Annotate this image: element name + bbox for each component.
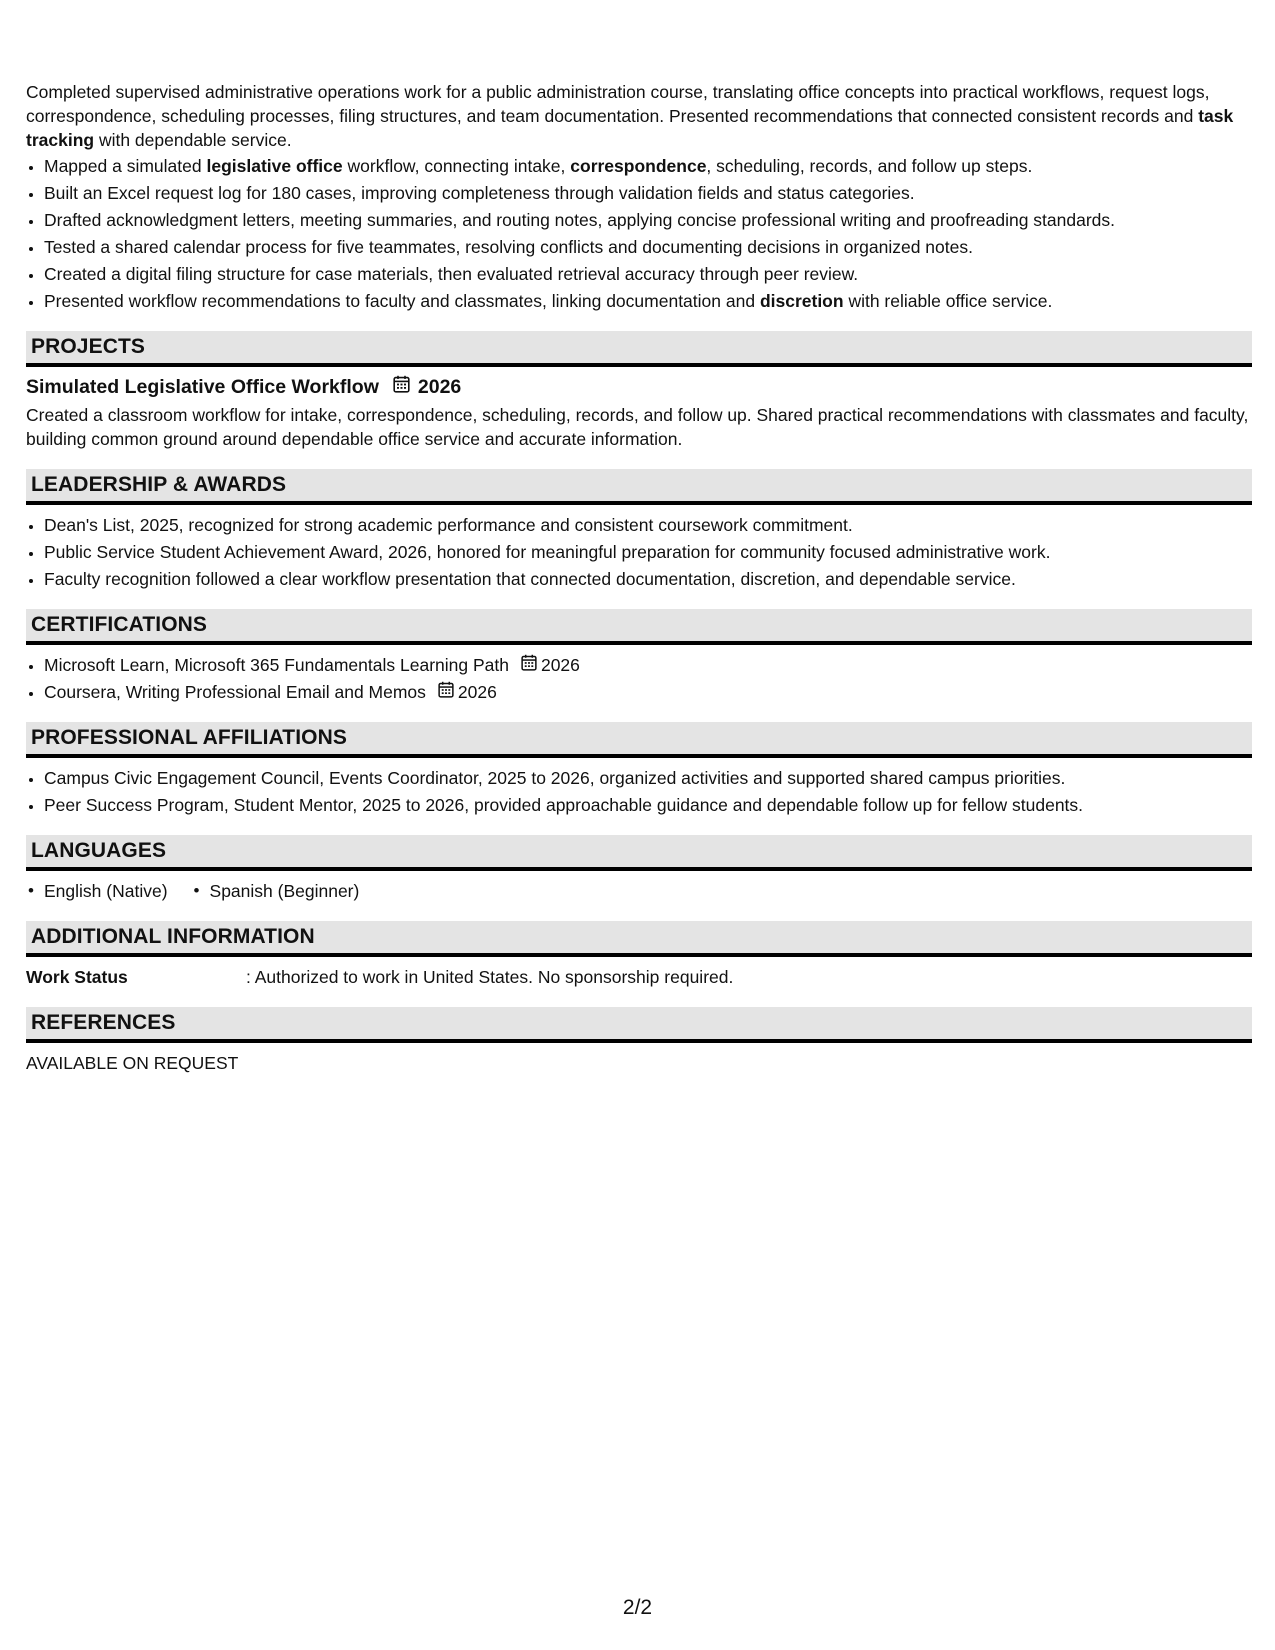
- summary-text-end: with dependable service.: [94, 130, 292, 150]
- project-title: Simulated Legislative Office Workflow: [26, 375, 379, 398]
- project-year: 2026: [417, 375, 462, 398]
- certification-year: 2026: [540, 655, 580, 675]
- language-item: • Spanish (Beginner): [192, 879, 360, 903]
- certification-year: 2026: [457, 682, 497, 702]
- project-description: Created a classroom workflow for intake, correspondence, scheduling, records, and follow up. Shared practical recommendations with classmates and faculty, building common ground around dependable office service and accurate information.: [26, 405, 1249, 449]
- list-item: • Mapped a simulated legislative office workflow, connecting intake, correspondence, scheduling, records, and follow up steps.: [44, 154, 1252, 178]
- affiliations-list: [26, 766, 1252, 817]
- leadership-list: [26, 513, 1252, 591]
- keyword: legislative office: [206, 156, 343, 176]
- list-item: • Built an Excel request log for 180 cases, improving completeness through validation fields and status categories.: [44, 181, 1252, 205]
- list-item: • Public Service Student Achievement Award, 2026, honored for meaningful preparation for community focused administrative work.: [44, 540, 1252, 564]
- section-header-references: REFERENCES: [26, 1007, 1252, 1043]
- list-item: • Created a digital filing structure for case materials, then evaluated retrieval accuracy through peer review.: [44, 262, 1252, 286]
- section-header-affiliations: PROFESSIONAL AFFILIATIONS: [26, 722, 1252, 758]
- section-header-additional-info: ADDITIONAL INFORMATION: [26, 921, 1252, 957]
- list-item: [44, 653, 1252, 677]
- page-number: 2/2: [622, 1596, 653, 1619]
- project-title-row: [26, 375, 1252, 399]
- list-item: • Tested a shared calendar process for five teammates, resolving conflicts and documenting decisions in organized notes.: [44, 235, 1252, 259]
- experience-summary: [26, 80, 1252, 152]
- list-item: • Campus Civic Engagement Council, Events Coordinator, 2025 to 2026, organized activities and supported shared campus priorities.: [44, 766, 1252, 790]
- certification-name: • Coursera, Writing Professional Email and Memos: [44, 682, 426, 702]
- work-status-row: [26, 965, 1252, 989]
- calendar-icon: [521, 653, 537, 677]
- list-item: • Presented workflow recommendations to faculty and classmates, linking documentation and discretion with reliable office service.: [44, 289, 1252, 313]
- resume-page: [26, 80, 1252, 1075]
- section-header-languages: LANGUAGES: [26, 835, 1252, 871]
- summary-text: Completed supervised administrative operations work for a public administration course, translating office concepts into practical workflows, request logs, correspondence, scheduling processes, filing structures, and team documentation. Presented recommendations that connected consistent records and: [26, 82, 1210, 126]
- keyword: correspondence: [570, 156, 707, 176]
- calendar-icon: [393, 375, 410, 399]
- experience-bullets: [26, 154, 1252, 313]
- section-header-certifications: CERTIFICATIONS: [26, 609, 1252, 645]
- keyword: discretion: [759, 291, 844, 311]
- work-status-label: Work Status: [26, 967, 128, 987]
- list-item: • Dean's List, 2025, recognized for strong academic performance and consistent coursework commitment.: [44, 513, 1252, 537]
- list-item: • Faculty recognition followed a clear workflow presentation that connected documentation, discretion, and dependable service.: [44, 567, 1252, 591]
- languages-list: [26, 879, 1252, 903]
- certifications-list: [26, 653, 1252, 704]
- list-item: • Peer Success Program, Student Mentor, 2025 to 2026, provided approachable guidance and dependable follow up for fellow students.: [44, 793, 1252, 817]
- certification-name: • Microsoft Learn, Microsoft 365 Fundamentals Learning Path: [44, 655, 509, 675]
- section-header-projects: PROJECTS: [26, 331, 1252, 367]
- calendar-icon: [438, 680, 454, 704]
- summary-keyword: task tracking: [26, 106, 1234, 150]
- list-item: • Drafted acknowledgment letters, meeting summaries, and routing notes, applying concise professional writing and proofreading standards.: [44, 208, 1252, 232]
- language-item: • English (Native): [26, 879, 168, 903]
- list-item: [44, 680, 1252, 704]
- references-text: AVAILABLE ON REQUEST: [26, 1053, 239, 1073]
- work-status-value: : Authorized to work in United States. No sponsorship required.: [246, 967, 734, 987]
- section-header-leadership: LEADERSHIP & AWARDS: [26, 469, 1252, 505]
